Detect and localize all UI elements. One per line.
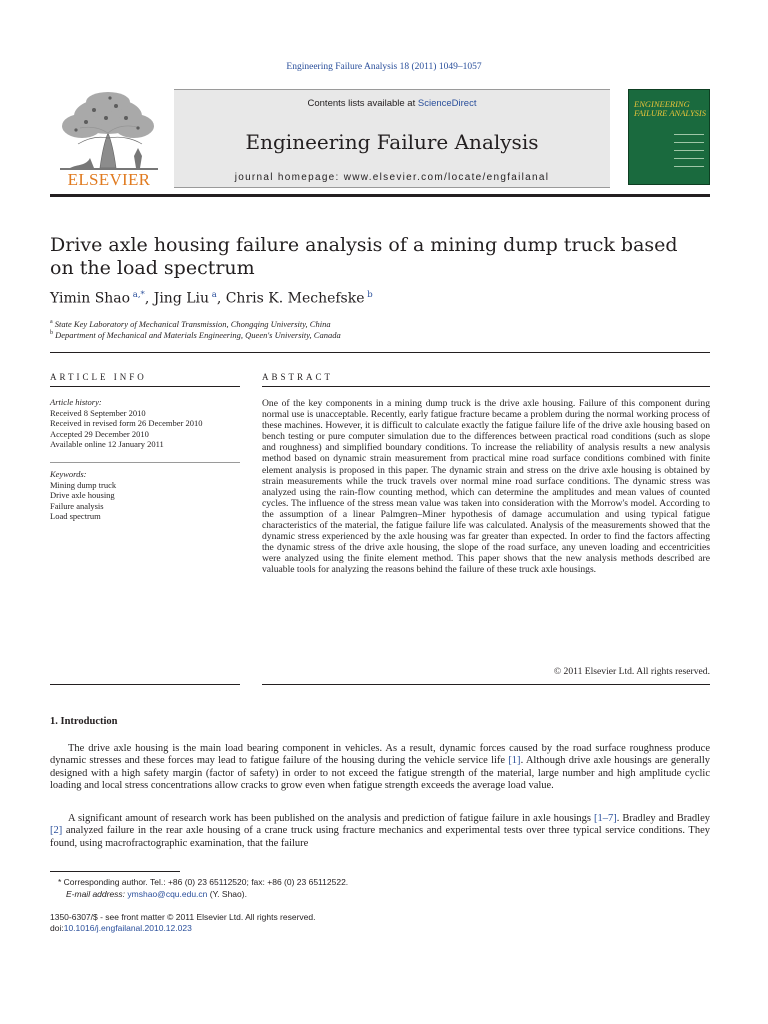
text-run: A significant amount of research work has been published on the analysis and prediction of fatigue failure in axle housings xyxy=(68,813,594,824)
author-name[interactable]: Chris K. Mechefske xyxy=(225,290,365,307)
author-separator: , xyxy=(216,290,226,307)
email-suffix: (Y. Shao). xyxy=(207,889,247,899)
abstract-rule xyxy=(262,386,710,387)
journal-cover-thumbnail xyxy=(628,89,710,185)
citation-link[interactable]: [1–7] xyxy=(593,813,617,824)
article-history xyxy=(50,397,240,450)
journal-reference[interactable]: Engineering Failure Analysis 18 (2011) 1049–1057 xyxy=(286,62,482,72)
email-label: E-mail address: xyxy=(66,889,128,899)
affiliation-text: State Key Laboratory of Mechanical Transmission, Chongqing University, China xyxy=(52,319,331,329)
cover-title: ENGINEERING FAILURE ANALYSIS xyxy=(634,99,707,118)
article-info-divider xyxy=(50,462,240,463)
corresponding-author-footnote: * Corresponding author. Tel.: +86 (0) 23 65112520; fax: +86 (0) 23 65112522. xyxy=(58,877,349,887)
author-list xyxy=(50,290,690,307)
affiliation xyxy=(50,319,690,329)
article-info-bottom-rule xyxy=(50,684,240,685)
author-name[interactable]: Yimin Shao xyxy=(50,290,131,307)
elsevier-wordmark: ELSEVIER xyxy=(67,170,151,189)
front-matter-line: 1350-6307/$ - see front matter © 2011 Elsevier Ltd. All rights reserved. xyxy=(50,912,316,922)
affiliation xyxy=(50,330,690,340)
citation-link[interactable]: [1] xyxy=(508,755,521,767)
contents-prefix: Contents lists available at xyxy=(307,98,418,109)
history-item: Accepted 29 December 2010 xyxy=(50,428,149,439)
doi-link[interactable]: 10.1016/j.engfailanal.2010.12.023 xyxy=(63,923,192,933)
intro-paragraph-1 xyxy=(50,743,710,793)
keyword: Mining dump truck xyxy=(50,479,117,490)
cover-text-line xyxy=(674,142,704,143)
article-info-label: ARTICLE INFO xyxy=(50,372,147,382)
sciencedirect-link[interactable]: ScienceDirect xyxy=(417,98,477,109)
paragraph-text xyxy=(50,813,710,850)
text-run: The drive axle housing is the main load bearing component in vehicles. As a result, dynamic forces caused by the road surface roughness produce dynamic stresses and these forces may lead to fatigue failure of the housing during the vehicle service life xyxy=(50,743,710,767)
abstract-copyright: © 2011 Elsevier Ltd. All rights reserved. xyxy=(553,666,710,677)
affiliation-marker: a xyxy=(50,319,53,326)
email-footnote xyxy=(50,889,710,900)
contents-line xyxy=(174,98,610,109)
keywords-block xyxy=(50,469,240,522)
cover-text-line xyxy=(674,158,704,159)
history-item: Available online 12 January 2011 xyxy=(50,439,164,449)
author-marker[interactable]: a xyxy=(209,290,217,300)
paragraph-text xyxy=(50,743,710,793)
article-info-rule xyxy=(50,386,240,387)
keyword: Failure analysis xyxy=(50,500,104,511)
history-item: Received 8 September 2010 xyxy=(50,407,146,418)
email-link[interactable]: ymshao@cqu.edu.cn xyxy=(127,889,208,899)
footnote-rule xyxy=(50,871,180,872)
cover-text-line xyxy=(674,166,704,167)
doi-line xyxy=(50,923,710,934)
citation-link[interactable]: [2] xyxy=(50,825,63,837)
author-marker[interactable]: b xyxy=(364,290,373,300)
text-run: . Although drive axle housings are generally designed with a high safety margin (factor of safety) in order to not exceed the fatigue strength of the material, large number and high amplitude cyclic loading and local stress concentrations allow cracks to grow even when fatigue strength exceeds the average load value. xyxy=(50,755,710,792)
text-run: analyzed failure in the rear axle housing of a crane truck using fracture mechanics and experimental tests over three typical service conditions. They found, using macrofractographic examination, that the failure xyxy=(50,825,710,849)
abstract-bottom-rule xyxy=(262,684,710,685)
article-title-line: on the load spectrum xyxy=(50,257,255,279)
doi-label: doi: xyxy=(50,923,64,933)
affiliation-marker: b xyxy=(50,330,53,337)
author-name[interactable]: Jing Liu xyxy=(153,290,210,307)
journal-banner xyxy=(174,89,610,188)
affiliation-text: Department of Mechanical and Materials Engineering, Queen's University, Canada xyxy=(53,330,341,340)
header-rule xyxy=(50,194,710,197)
abstract-label: ABSTRACT xyxy=(262,372,334,382)
text-run: . Bradley and Bradley xyxy=(616,813,710,824)
cover-text-line xyxy=(674,150,704,151)
intro-paragraph-2 xyxy=(50,813,710,850)
section-rule xyxy=(50,352,710,353)
history-heading: Article history: xyxy=(50,397,102,407)
keyword: Load spectrum xyxy=(50,511,101,521)
keywords-heading: Keywords: xyxy=(50,469,87,479)
journal-homepage[interactable]: journal homepage: www.elsevier.com/locate/engfailanal xyxy=(234,172,550,183)
abstract-text: One of the key components in a mining dump truck is the drive axle housing. Failure of this component during normal use is unacceptable. Recently, early fatigue fracture became a problem during the normal working process of these machines. However, it is difficult to calculate exactly the fatigue failure life of the drive axle housing based on bench testing or pure computer simulation due to the differences between practical road conditions (such as slope and roughness) and simplified boundary conditions. To increase the reliability of analysis results a new analysis method based on dynamic strain measurement from practical mine road surface conditions combined with finite element analysis is proposed in this paper. The dynamic strain and stress on the drive axle housing is obtained by strain measurements while the truck travels over normal mine road surface conditions. The dynamic stress was analyzed using the rain-flow counting method, which can determine the amplitudes and mean values of counted cycles. The influence of the stress mean value was taken into consideration with the Morrow's model. According to the assumption of a linear Palmgren–Miner hypothesis of damage accumulation and using typical fatigue characteristics of the material, the fatigue failure life was calculated. Analysis of the measurements showed that the dynamic stress experienced by the axle housing was far greater than expected. In order to find the factors affecting the dynamic stress of the drive axle housing, the slope of the road surface, any uneven loading and eccentricities were analyzed using the finite element method. This paper shows that the new analysis methods described are valuable tools for analyzing the reasons behind the failure of these truck axle housings. xyxy=(262,398,710,576)
keyword: Drive axle housing xyxy=(50,490,115,500)
cover-text-line xyxy=(674,134,704,135)
article-title-line: Drive axle housing failure analysis of a mining dump truck based xyxy=(50,234,678,256)
author-marker[interactable]: a,* xyxy=(130,290,145,300)
article-title xyxy=(50,234,690,280)
front-matter xyxy=(50,912,710,934)
history-item: Received in revised form 26 December 2010 xyxy=(50,418,203,428)
author-separator: , xyxy=(144,290,154,307)
journal-title: Engineering Failure Analysis xyxy=(245,130,539,154)
section-heading-introduction: 1. Introduction xyxy=(50,716,118,727)
